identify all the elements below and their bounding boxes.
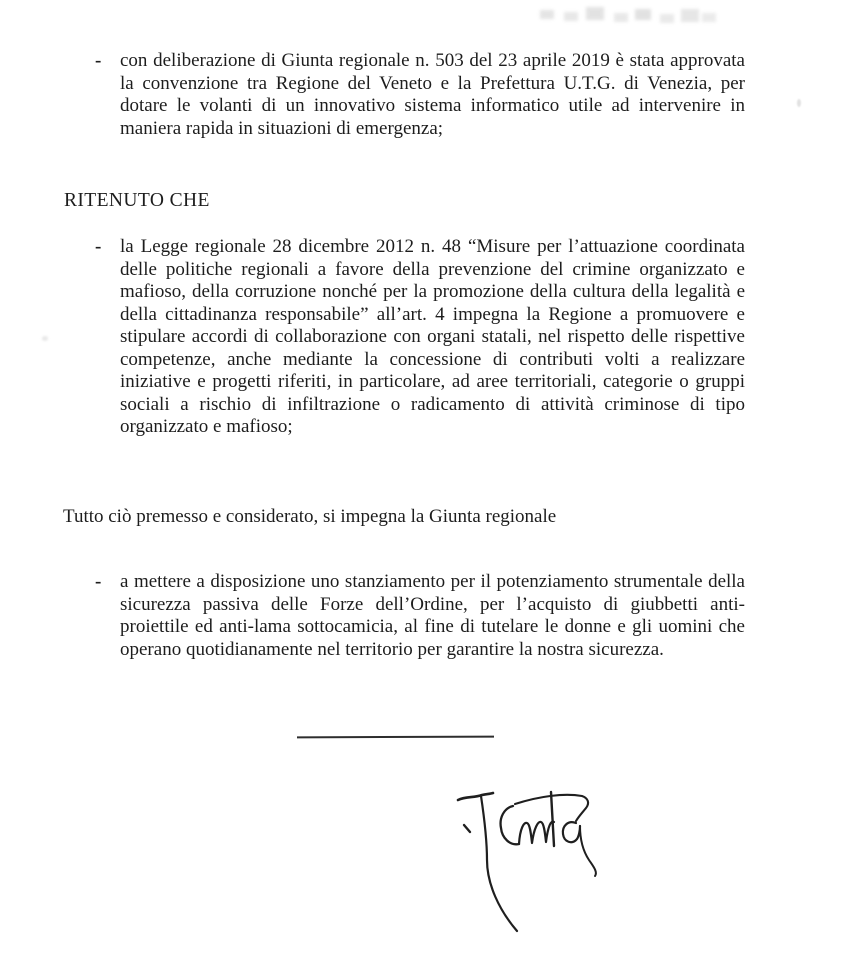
scan-smudge-artifact [540, 8, 720, 24]
clause-legge-regionale [93, 236, 745, 439]
bullet-dash: - [95, 50, 102, 71]
clause-deliberazione [93, 50, 745, 140]
scan-speck [797, 99, 801, 107]
signature-icon [452, 766, 602, 938]
paragraph-impegno-giunta: Tutto ciò premesso e considerato, si impegna la Giunta regionale [63, 506, 557, 527]
signature-line [297, 736, 494, 739]
bullet-dash: - [95, 236, 102, 257]
clause-deliberazione-text: con deliberazione di Giunta regionale n. 503 del 23 aprile 2019 è stata approvata la convenzione tra Regione del Veneto e la Prefettura U.T.G. di Venezia, per dotare le volanti di un innovativo sistema informatico utile ad intervenire in maniera rapida in situazioni di emergenza; [120, 50, 745, 139]
clause-stanziamento [93, 571, 745, 661]
clause-legge-regionale-text: la Legge regionale 28 dicembre 2012 n. 48 “Misure per l’attuazione coordinata delle politiche regionali a favore della prevenzione del crimine organizzato e mafioso, della corruzione nonché per la promozione della cultura della legalità e della cittadinanza responsabile” all’art. 4 impegna la Regione a promuovere e stipulare accordi di collaborazione con organi statali, nel rispetto delle rispettive competenze, anche mediante la concessione di contributi volti a realizzare iniziative e progetti riferiti, in particolare, ad aree territoriali, categorie o gruppi sociali a rischio di infiltrazione o radicamento di attività criminose di tipo organizzato e mafioso; [120, 236, 745, 437]
section-heading-ritenuto-che: RITENUTO CHE [64, 190, 210, 211]
clause-stanziamento-text: a mettere a disposizione uno stanziamento per il potenziamento strumentale della sicurezza passiva delle Forze dell’Ordine, per l’acquisto di giubbetti anti-proiettile ed anti-lama sottocamicia, al fine di tutelare le donne e gli uomini che operano quotidianamente nel territorio per garantire la nostra sicurezza. [120, 571, 745, 660]
scan-speck [42, 336, 48, 341]
bullet-dash: - [95, 571, 102, 592]
